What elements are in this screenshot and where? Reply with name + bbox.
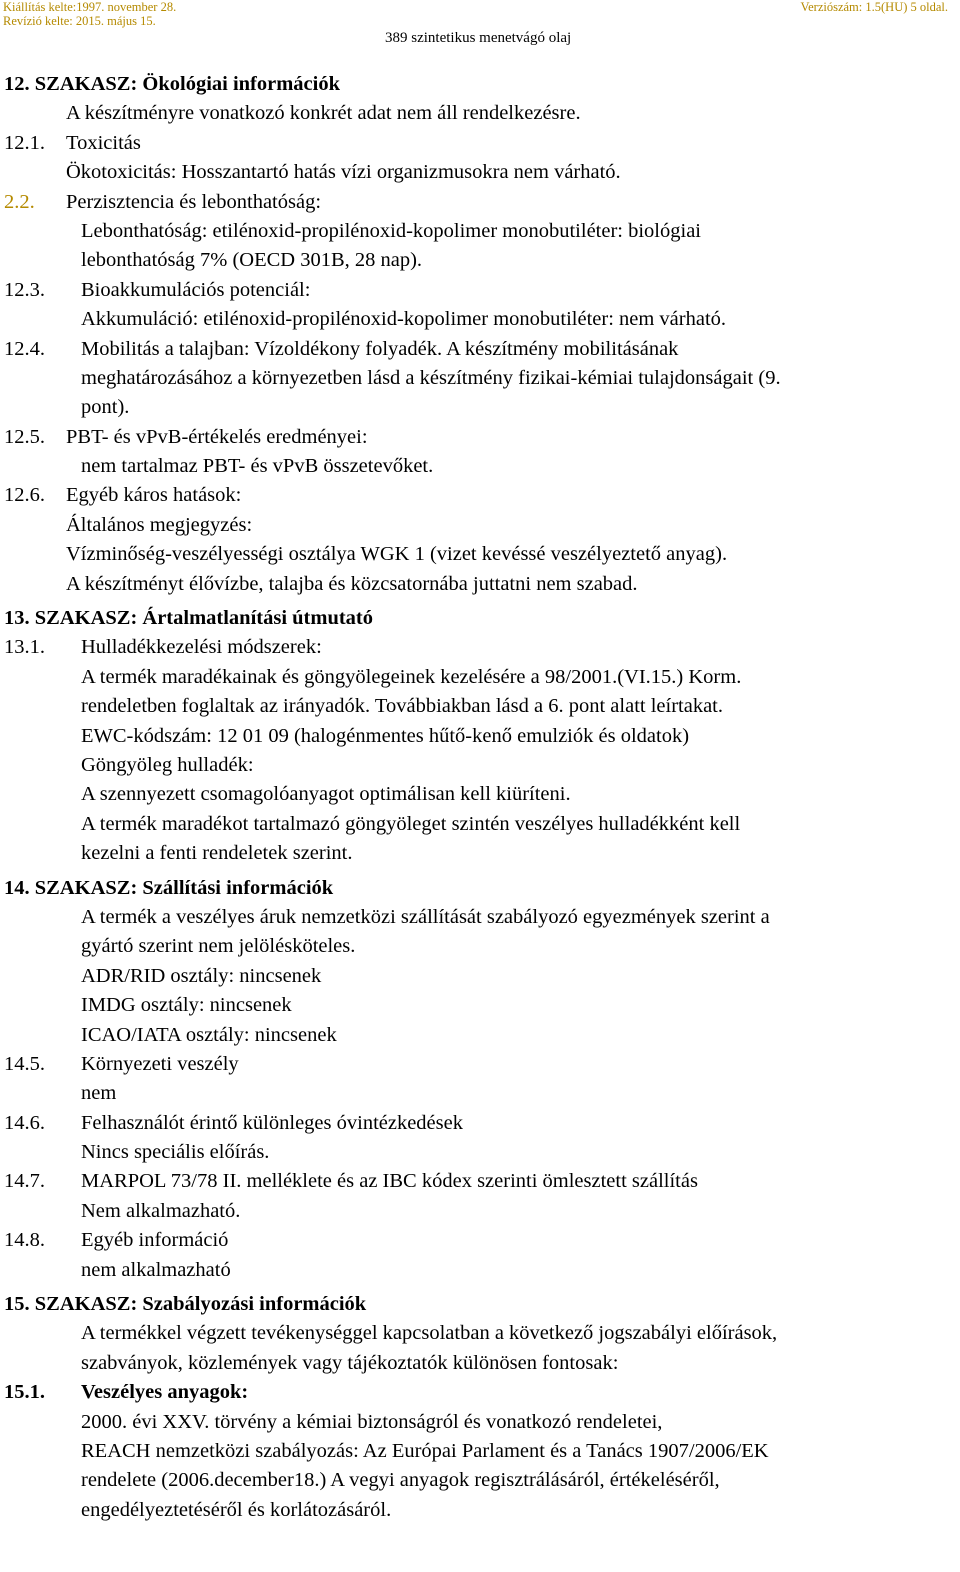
- item-body: Lebonthatóság: etilénoxid-propilénoxid-kopolimer monobutiléter: biológiai: [81, 219, 701, 242]
- item-title: PBT- és vPvB-értékelés eredményei:: [66, 425, 368, 448]
- item-body: IMDG osztály: nincsenek: [81, 994, 292, 1017]
- item-title: Bioakkumulációs potenciál:: [81, 278, 311, 301]
- item-body: Ökotoxicitás: Hosszantartó hatás vízi organizmusokra nem várható.: [66, 161, 621, 184]
- item-body: A termék a veszélyes áruk nemzetközi szállítását szabályozó egyezmények szerint a: [81, 905, 770, 928]
- item-body: engedélyeztetéséről és korlátozásáról.: [81, 1498, 392, 1521]
- item-body: kezelni a fenti rendeletek szerint.: [81, 842, 353, 865]
- item-body: Vízminőség-veszélyességi osztálya WGK 1 (vizet kevéssé veszélyeztető anyag).: [66, 543, 728, 566]
- item-body: A termék maradékainak és göngyölegeinek kezelésére a 98/2001.(VI.15.) Korm.: [81, 665, 742, 688]
- item-body: 2000. évi XXV. törvény a kémiai biztonságról és vonatkozó rendeletei,: [81, 1410, 663, 1433]
- product-name: 389 szintetikus menetvágó olaj: [385, 30, 572, 46]
- section-13-title: 13. SZAKASZ: Ártalmatlanítási útmutató: [4, 607, 374, 630]
- item-body: Általános megjegyzés:: [66, 513, 253, 536]
- item-body: ADR/RID osztály: nincsenek: [81, 964, 322, 987]
- item-title: Környezeti veszély: [81, 1052, 239, 1075]
- item-number: 13.1.: [4, 636, 45, 659]
- section-15-title: 15. SZAKASZ: Szabályozási információk: [4, 1293, 367, 1316]
- item-number: 14.5.: [4, 1052, 45, 1075]
- item-body: pont).: [81, 396, 130, 419]
- item-body: rendelete (2006.december18.) A vegyi anyagok regisztrálásáról, értékeléséről,: [81, 1469, 720, 1492]
- item-body: Göngyöleg hulladék:: [81, 753, 254, 776]
- item-body: A készítményt élővízbe, talajba és közcsatornába juttatni nem szabad.: [66, 572, 638, 595]
- item-body: A termékkel végzett tevékenységgel kapcsolatban a következő jogszabályi előírások,: [81, 1322, 778, 1345]
- item-body: nem alkalmazható: [81, 1258, 231, 1281]
- item-body: rendeletben foglaltak az irányadók. Továbbiakban lásd a 6. pont alatt leírtakat.: [81, 695, 723, 718]
- item-body: Nem alkalmazható.: [81, 1199, 241, 1222]
- item-body: EWC-kódszám: 12 01 09 (halogénmentes hűtő-kenő emulziók és oldatok): [81, 724, 690, 747]
- item-body: A szennyezett csomagolóanyagot optimálisan kell kiüríteni.: [81, 783, 571, 806]
- item-title: Egyéb információ: [81, 1229, 229, 1252]
- item-number: 14.7.: [4, 1170, 45, 1193]
- item-number: 12.5.: [4, 425, 45, 448]
- version-info: Verziószám: 1.5(HU) 5 oldal.: [800, 0, 948, 14]
- section-12-title: 12. SZAKASZ: Ökológiai információk: [4, 73, 341, 95]
- item-number: 15.1.: [4, 1381, 45, 1404]
- section-14-title: 14. SZAKASZ: Szállítási információk: [4, 876, 334, 899]
- item-title: MARPOL 73/78 II. melléklete és az IBC kódex szerinti ömlesztett szállítás: [81, 1170, 698, 1193]
- document-body: [0, 70, 960, 1525]
- revision-date: Revízió kelte: 2015. május 15.: [3, 14, 156, 28]
- item-number: 14.6.: [4, 1111, 45, 1134]
- item-number: 12.4.: [4, 337, 45, 360]
- item-number: 12.3.: [4, 278, 45, 301]
- item-body: ICAO/IATA osztály: nincsenek: [81, 1023, 337, 1046]
- item-body: A termék maradékot tartalmazó göngyöleget szintén veszélyes hulladékként kell: [81, 812, 741, 835]
- item-title: Hulladékkezelési módszerek:: [81, 636, 322, 659]
- item-body: REACH nemzetközi szabályozás: Az Európai Parlament és a Tanács 1907/2006/EK: [81, 1439, 769, 1462]
- item-title: Veszélyes anyagok:: [81, 1381, 249, 1404]
- item-body: nem: [81, 1082, 117, 1105]
- item-body: meghatározásához a környezetben lásd a készítmény fizikai-kémiai tulajdonságait (9.: [81, 366, 781, 389]
- item-title: Felhasználót érintő különleges óvintézkedések: [81, 1111, 463, 1134]
- section-12-intro: A készítményre vonatkozó konkrét adat nem áll rendelkezésre.: [66, 102, 581, 125]
- item-number: 12.1.: [4, 131, 45, 154]
- item-body: Akkumuláció: etilénoxid-propilénoxid-kopolimer monobutiléter: nem várható.: [81, 308, 727, 331]
- item-body: nem tartalmaz PBT- és vPvB összetevőket.: [81, 455, 434, 478]
- item-body: gyártó szerint nem jelölésköteles.: [81, 935, 356, 958]
- item-body: Nincs speciális előírás.: [81, 1141, 270, 1164]
- issue-date: Kiállítás kelte:1997. november 28.: [3, 0, 177, 14]
- item-title: Egyéb káros hatások:: [66, 484, 242, 507]
- item-number: 12.6.: [4, 484, 45, 507]
- item-body: lebonthatóság 7% (OECD 301B, 28 nap).: [81, 249, 423, 272]
- item-title: Mobilitás a talajban: Vízoldékony folyadék. A készítmény mobilitásának: [81, 337, 679, 360]
- item-title: Toxicitás: [66, 131, 141, 154]
- item-number: 14.8.: [4, 1229, 45, 1252]
- item-body: szabványok, közlemények vagy tájékoztatók különösen fontosak:: [81, 1351, 619, 1374]
- item-title: Perzisztencia és lebonthatóság:: [66, 190, 322, 213]
- item-number: 2.2.: [4, 190, 35, 213]
